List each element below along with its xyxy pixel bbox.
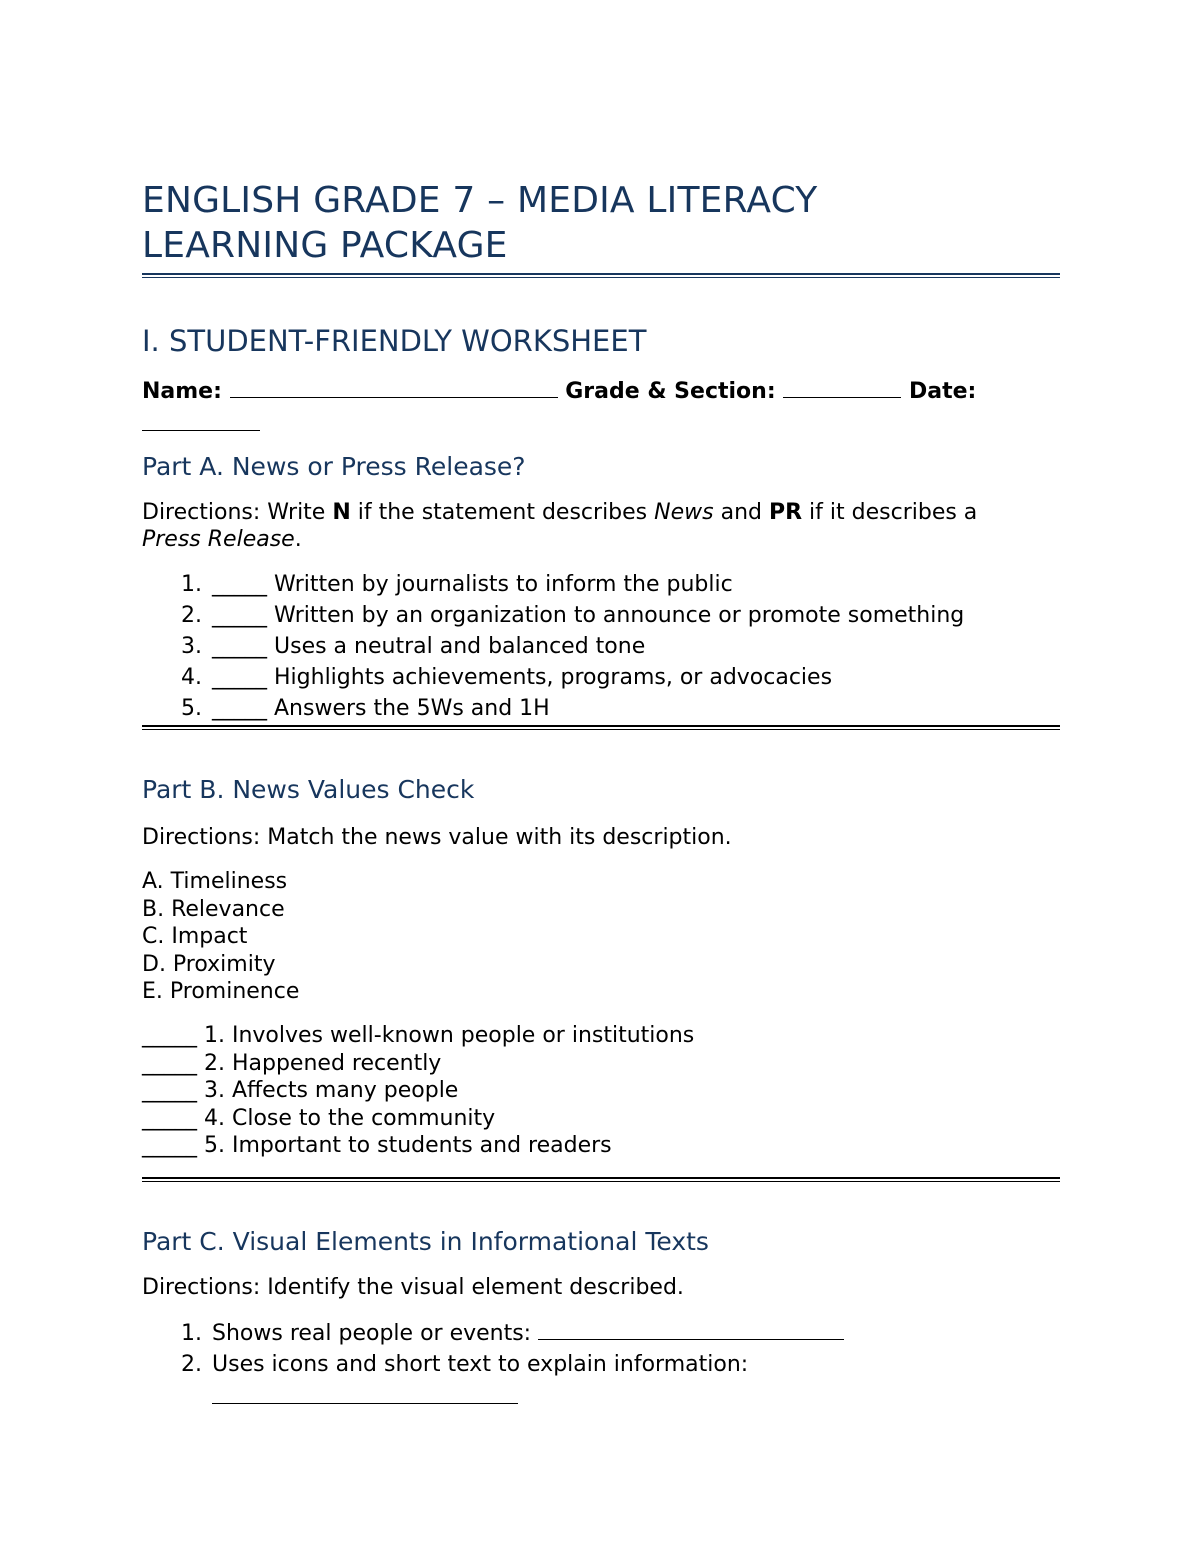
- grade-section-field[interactable]: [783, 379, 901, 398]
- part-b-heading: Part B. News Values Check: [142, 775, 475, 804]
- choice-item: C. Impact: [142, 924, 248, 949]
- list-item: [142, 662, 1060, 693]
- section-heading: I. STUDENT-FRIENDLY WORKSHEET: [142, 324, 647, 358]
- match-item[interactable]: _____ 2. Happened recently: [142, 1050, 442, 1076]
- part-c-list: [142, 1318, 1060, 1380]
- item-text: Uses a neutral and balanced tone: [274, 634, 646, 659]
- title-line-1: ENGLISH GRADE 7 – MEDIA LITERACY: [142, 180, 818, 221]
- answer-blank[interactable]: _____: [212, 572, 267, 597]
- directions-text: Directions: Write: [142, 500, 333, 525]
- list-item: [142, 1349, 1060, 1380]
- date-field[interactable]: [142, 412, 260, 431]
- list-item: [142, 569, 1060, 600]
- part-b-divider: [142, 1177, 1060, 1182]
- item-number: 4.: [181, 665, 202, 690]
- answer-blank[interactable]: _____: [212, 696, 267, 721]
- directions-text: .: [294, 527, 302, 552]
- item-number: 2.: [181, 1352, 202, 1377]
- document-title: [142, 178, 817, 268]
- answer-line[interactable]: [538, 1321, 844, 1340]
- list-item: [142, 600, 1060, 631]
- part-a-divider: [142, 725, 1060, 730]
- list-item: [142, 631, 1060, 662]
- choice-item: A. Timeliness: [142, 869, 288, 894]
- pr-code: PR: [768, 500, 803, 525]
- n-code: N: [332, 500, 351, 525]
- directions-text: if it describes a: [802, 500, 978, 525]
- item-number: 2.: [181, 603, 202, 628]
- list-item: [142, 1318, 1060, 1349]
- match-item[interactable]: _____ 1. Involves well-known people or institutions: [142, 1023, 695, 1048]
- date-label: Date:: [908, 379, 977, 404]
- item-number: 3.: [181, 634, 202, 659]
- part-a-list: [142, 569, 1060, 724]
- item-text: Shows real people or events:: [212, 1321, 539, 1346]
- part-b-match-list: [142, 1022, 694, 1160]
- student-info-line: [142, 378, 976, 405]
- choice-item: D. Proximity: [142, 951, 276, 977]
- choice-item: B. Relevance: [142, 896, 285, 922]
- item-text: Written by an organization to announce or promote something: [274, 603, 965, 628]
- title-divider: [142, 273, 1060, 278]
- answer-blank[interactable]: _____: [212, 665, 267, 690]
- part-c-heading: Part C. Visual Elements in Informational Texts: [142, 1227, 709, 1256]
- press-release-term: Press Release: [142, 527, 295, 552]
- answer-line[interactable]: [212, 1403, 518, 1404]
- part-c-directions: Directions: Identify the visual element described.: [142, 1275, 684, 1300]
- answer-blank[interactable]: _____: [212, 603, 267, 628]
- item-text: Highlights achievements, programs, or advocacies: [274, 665, 833, 690]
- name-label: Name:: [142, 379, 222, 404]
- match-item[interactable]: _____ 5. Important to students and readers: [142, 1133, 612, 1158]
- directions-text: if the statement describes: [350, 500, 655, 525]
- item-text: Written by journalists to inform the public: [274, 572, 733, 597]
- match-item[interactable]: _____ 4. Close to the community: [142, 1105, 496, 1131]
- answer-blank[interactable]: _____: [212, 634, 267, 659]
- list-item: [142, 693, 1060, 724]
- choice-item: E. Prominence: [142, 979, 300, 1004]
- item-number: 5.: [181, 696, 202, 721]
- item-text: Uses icons and short text to explain information:: [212, 1352, 749, 1377]
- grade-section-label: Grade & Section:: [565, 379, 776, 404]
- name-field[interactable]: [230, 379, 558, 398]
- news-term: News: [654, 500, 714, 525]
- item-number: 1.: [181, 1321, 202, 1346]
- item-text: Answers the 5Ws and 1H: [274, 696, 550, 721]
- directions-text: and: [713, 500, 769, 525]
- title-line-2: LEARNING PACKAGE: [142, 225, 508, 266]
- news-value-choices: [142, 868, 299, 1006]
- part-b-directions: Directions: Match the news value with its description.: [142, 825, 732, 850]
- match-item[interactable]: _____ 3. Affects many people: [142, 1078, 459, 1103]
- part-a-directions: [142, 499, 1060, 553]
- part-a-heading: Part A. News or Press Release?: [142, 452, 526, 481]
- item-number: 1.: [181, 572, 202, 597]
